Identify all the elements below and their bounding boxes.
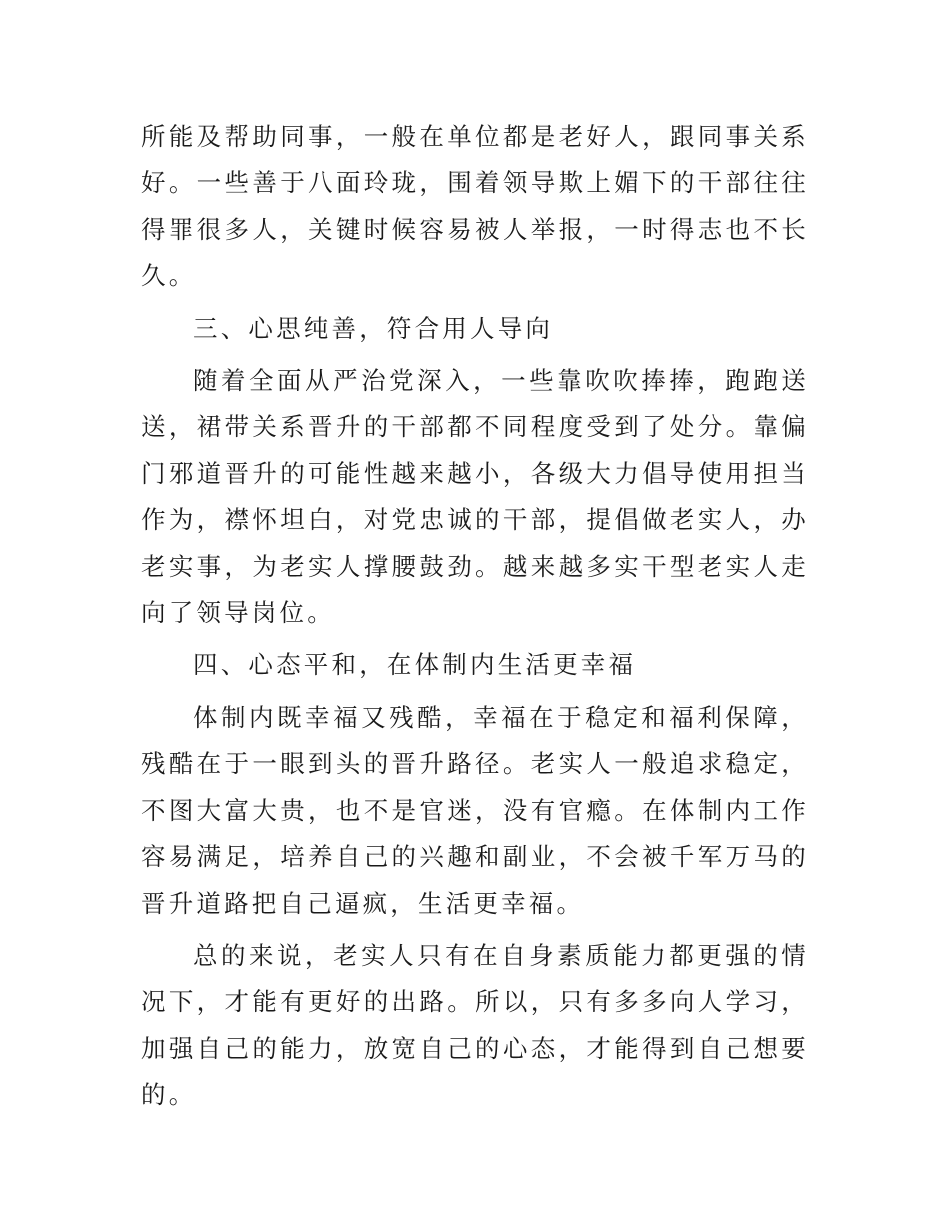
section-heading-3: 三、心思纯善，符合用人导向 bbox=[193, 313, 554, 343]
paragraph-continuation: 所能及帮助同事，一般在单位都是老好人，跟同事关系好。一些善于八面玲珑，围着领导欺上媚下的干部往往得罪很多人，关键时候容易被人举报，一时得志也不长久。 bbox=[141, 122, 809, 291]
document-body bbox=[141, 114, 809, 1125]
paragraph-conclusion: 总的来说，老实人只有在自身素质能力都更强的情况下，才能有更好的出路。所以，只有多多向人学习，加强自己的能力，放宽自己的心态，才能得到自己想要的。 bbox=[141, 940, 809, 1110]
paragraph-body: 随着全面从严治党深入，一些靠吹吹捧捧，跑跑送送，裙带关系晋升的干部都不同程度受到了处分。靠偏门邪道晋升的可能性越来越小，各级大力倡导使用担当作为，襟怀坦白，对党忠诚的干部，提倡做老实人，办老实事，为老实人撑腰鼓劲。越来越多实干型老实人走向了领导岗位。 bbox=[141, 366, 809, 628]
section-heading-4: 四、心态平和，在体制内生活更幸福 bbox=[193, 650, 637, 680]
paragraph-body: 体制内既幸福又残酷，幸福在于稳定和福利保障，残酷在于一眼到头的晋升路径。老实人一般追求稳定，不图大富大贵，也不是官迷，没有官瘾。在体制内工作容易满足，培养自己的兴趣和副业，不会被千军万马的晋升道路把自己逼疯，生活更幸福。 bbox=[141, 702, 809, 918]
